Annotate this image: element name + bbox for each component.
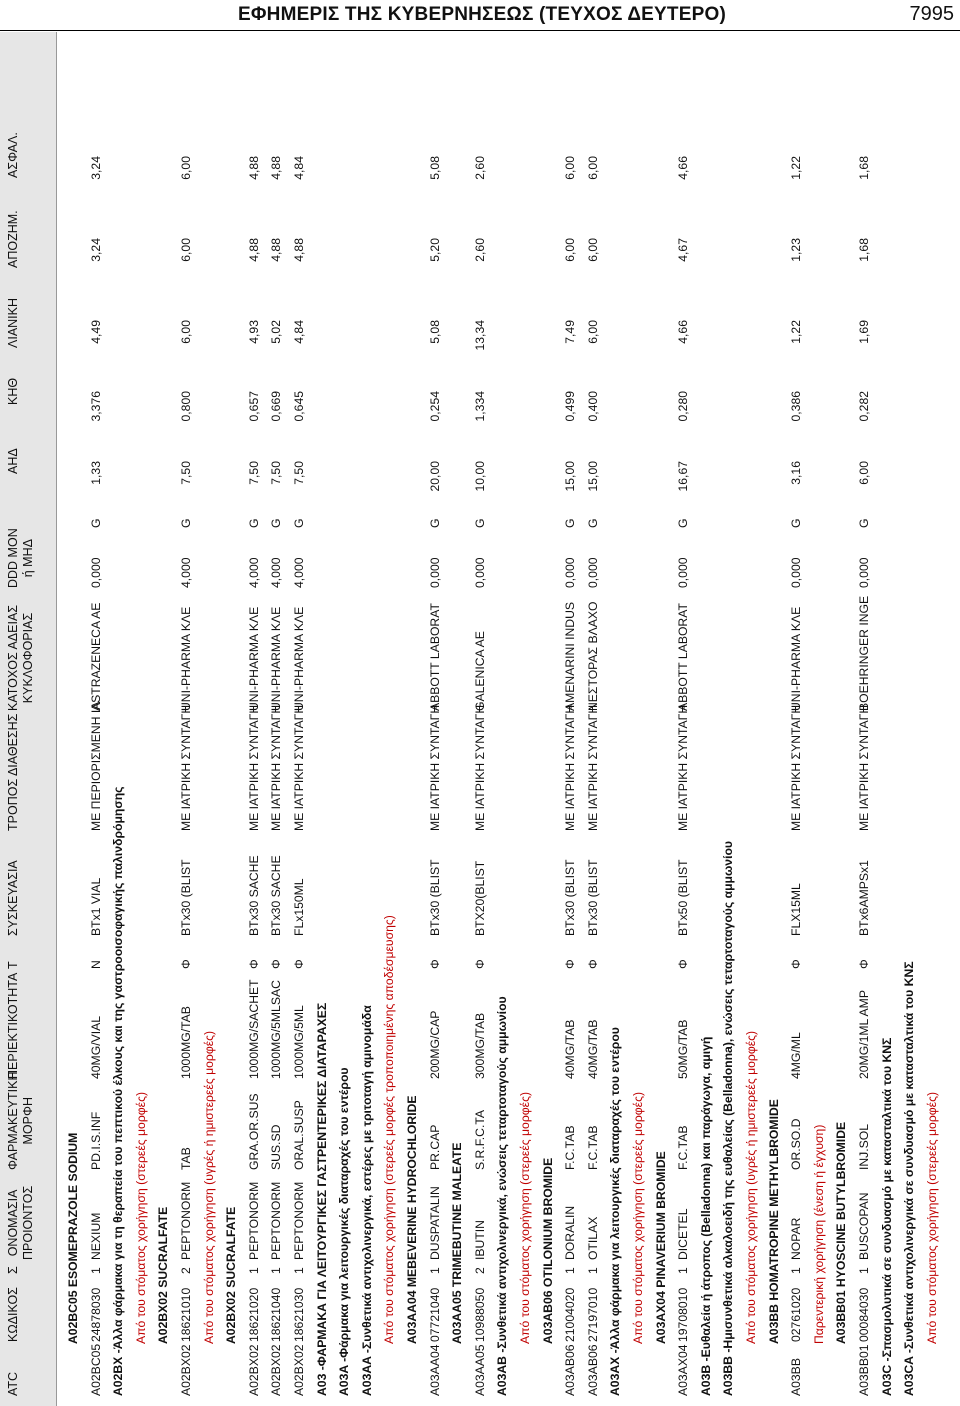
cell-code: 10988050 [472,1287,487,1342]
cell-pack: BTx30 SACHE [269,855,284,936]
cell-khth: 1,334 [472,391,487,422]
cell-mon: G [789,518,804,528]
cell-strength: 1000MG/5MLSAC [269,980,284,1079]
cell-reimb: 5,20 [427,238,442,262]
cell-name: NEXIUM [88,1212,103,1260]
group-text: A03AA05 TRIMEBUTINE MALEATE [450,1142,465,1344]
cell-name: NOPAR [789,1217,804,1260]
group-text: A03BB HOMATROPINE METHYLBROMIDE [766,1099,781,1344]
cell-atc: A02BX02 [246,1344,261,1396]
table-row [243,32,265,1406]
cell-retail: 1,69 [857,320,871,344]
col-name: ΟΝΟΜΑΣΙΑ ΠΡΟΙΟΝΤΟΣ [6,1185,35,1260]
cell-s: 1 [857,1267,871,1274]
group-text: A02BX02 SUCRALFATE [156,1206,171,1344]
cell-form: F.C.TAB [676,1125,691,1170]
cell-code: 18621030 [292,1287,306,1342]
col-strength: ΠΕΡΙΕΚΤΙΚΟΤΗΤΑ [6,972,20,1079]
cell-s: 1 [676,1267,691,1274]
cell-code: 27197010 [585,1287,600,1342]
cell-t: Φ [269,959,284,969]
cell-reimb: 4,88 [246,238,261,262]
category-heading [604,32,626,1406]
cell-retail: 4,93 [246,320,261,344]
cell-strength: 20MG/1ML AMP [857,990,871,1079]
cell-ahd: 7,50 [246,461,261,485]
category-heading [898,32,920,1406]
desc-text: A03A -Φάρμακα για λειτουργικές διαταραχές του εντέρου [337,1067,352,1396]
cell-ahd: 16,67 [676,461,691,492]
category-heading [695,32,717,1406]
cell-insurance: 1,22 [789,156,804,180]
cell-atc: A02BX02 [269,1344,284,1396]
cell-ahd: 7,50 [179,461,193,485]
cell-holder: UNI-PHARMA ΚΛΕ [179,606,193,711]
table-row [85,32,107,1406]
desc-text: A03CA -Συνθετικά αντιχολινεργικά σε συνδυασμό με κατασταλτικά του ΚΝΣ [902,961,917,1396]
cell-route: ΜΕ ΙΑΤΡΙΚΗ ΣΥΝΤΑΓΗ [563,704,578,831]
col-khth: ΚΗΘ [6,377,20,405]
desc-text: A03 -ΦΑΡΜΑΚΑ ΓΙΑ ΛΕΙΤΟΥΡΓΙΚΕΣ ΓΑΣΤΡΕΝΤΕΡΙΚΕΣ ΔΙΑΤΑΡΑΧΕΣ [314,1002,329,1396]
cell-code: 02761020 [789,1287,804,1342]
route-text: Από του στόματος χορήγηση (στερεές μορφές) [518,1091,532,1344]
cell-t: Φ [246,959,261,969]
cell-holder: UNI-PHARMA ΚΛΕ [269,606,284,711]
cell-route: ΜΕ ΙΑΤΡΙΚΗ ΣΥΝΤΑΓΗ [585,704,600,831]
cell-reimb: 6,00 [563,238,578,262]
route-text: Από του στόματος χορήγηση (στερεές μορφές) [133,1091,148,1344]
desc-text: A03AB -Συνθετικά αντιχολινεργικά, ενώσεις τεταρτοταγούς αμμωνίου [495,996,510,1396]
route-heading [514,32,536,1406]
table-row [559,32,581,1406]
col-retail: ΛΙΑΝΙΚΗ [6,297,20,348]
cell-form: ORAL.SUSP [292,1100,306,1170]
cell-route: ΜΕ ΠΕΡΙΟΡΙΣΜΕΝΗ ΙΑ [88,701,103,831]
cell-holder: AMENARINI INDUS [563,601,578,711]
substance-heading [446,32,468,1406]
group-text: A02BX02 SUCRALFATE [224,1206,239,1344]
group-text: A02BC05 ESOMEPRAZOLE SODIUM [66,1132,80,1344]
cell-khth: 0,669 [269,391,284,422]
table-row [582,32,604,1406]
table-row [265,32,287,1406]
col-ddd: DDD ΜΟΝ ή ΜΗΔ [6,528,35,588]
cell-insurance: 4,88 [269,156,284,180]
page-number: 7995 [909,3,954,25]
cell-ahd: 10,00 [472,461,487,492]
cell-s: 1 [88,1267,103,1274]
cell-t: Φ [563,959,578,969]
cell-name: PEPTONORM [179,1181,193,1260]
cell-strength: 40MG/TAB [585,1019,600,1079]
category-heading [333,32,355,1406]
cell-insurance: 6,00 [585,156,600,180]
cell-mon: G [563,518,578,528]
cell-t: Φ [292,959,306,969]
category-heading [717,32,739,1406]
cell-t: Φ [676,959,691,969]
cell-holder: ASTRAZENECA AE [88,602,103,711]
cell-mon: G [246,518,261,528]
cell-atc: A03AX04 [676,1344,691,1396]
cell-t: Φ [472,959,487,969]
cell-pack: BTx30 (BLIST [427,859,442,936]
cell-route: ΜΕ ΙΑΤΡΙΚΗ ΣΥΝΤΑΓΗ [246,704,261,831]
route-text: Από του στόματος χορήγηση (στερεές μορφές) [631,1091,645,1344]
cell-atc: A03AB06 [585,1344,600,1396]
cell-route: ΜΕ ΙΑΤΡΙΚΗ ΣΥΝΤΑΓΗ [427,704,442,831]
cell-route: ΜΕ ΙΑΤΡΙΚΗ ΣΥΝΤΑΓΗ [857,704,871,831]
col-pack: ΣΥΣΚΕΥΑΣΙΑ [6,860,20,936]
cell-ddd: 4,000 [269,557,284,588]
cell-khth: 0,645 [292,391,306,422]
cell-form: F.C.TAB [585,1125,600,1170]
group-text: A03AX04 PINAVERIUM BROMIDE [653,1151,668,1344]
cell-name: DUSPATALIN [427,1186,442,1260]
cell-insurance: 4,84 [292,156,306,180]
route-text: Από του στόματος χορήγηση (υγρές ή ημιστερεές μορφές) [201,1030,216,1344]
cell-name: PEPTONORM [246,1181,261,1260]
cell-form: S.R.F.C.TA [472,1109,487,1170]
cell-ahd: 15,00 [585,461,600,492]
table-row [469,32,491,1406]
cell-form: OR.SO.D [789,1118,804,1170]
cell-atc: A03AB06 [563,1344,578,1396]
category-heading [876,32,898,1406]
route-heading [740,32,762,1406]
desc-text: A03BB -Ημισυνθετικά αλκαλοειδή της ευθαλείας (Belladonna), ενώσεις τεταρτοταγούς αμμωνίου [721,841,736,1396]
page-header [0,0,960,32]
cell-atc: A03AA04 [427,1344,442,1396]
cell-ahd: 3,16 [789,461,804,485]
cell-code: 18621010 [179,1287,193,1342]
cell-strength: 50MG/TAB [676,1019,691,1079]
cell-ddd: 0,000 [857,557,871,588]
cell-name: DORALIN [563,1205,578,1260]
cell-holder: ΝΕΣΤΟΡΑΣ ΒΛΑΧΟ [585,601,600,711]
cell-code: 21004020 [563,1287,578,1342]
cell-form: GRA.OR.SUS [246,1093,261,1170]
substance-heading [62,32,84,1406]
cell-name: PEPTONORM [269,1181,284,1260]
cell-s: 1 [246,1267,261,1274]
substance-heading [830,32,852,1406]
table-row [672,32,694,1406]
cell-strength: 1000MG/5ML [292,1005,306,1079]
cell-atc: A02BC05 [88,1343,103,1396]
cell-code: 18621040 [269,1287,284,1342]
table-row [424,32,446,1406]
cell-holder: UNI-PHARMA ΚΛΕ [246,606,261,711]
cell-retail: 4,66 [676,320,691,344]
cell-insurance: 4,66 [676,156,691,180]
cell-name: BUSCOPAN [857,1192,871,1260]
cell-form: F.C.TAB [563,1125,578,1170]
cell-khth: 0,800 [179,391,193,422]
cell-pack: FLX15ML [789,883,804,936]
cell-pack: FLx150ML [292,878,306,936]
col-form: ΦΑΡΜΑΚΕΥΤΙΚΗ ΜΟΡΦΗ [6,1071,35,1170]
cell-insurance: 5,08 [427,156,442,180]
cell-pack: BTx6AMPSx1 [857,860,871,936]
cell-route: ΜΕ ΙΑΤΡΙΚΗ ΣΥΝΤΑΓΗ [269,704,284,831]
col-s: Σ [6,1266,20,1274]
cell-code: 00084030 [857,1287,871,1342]
route-heading [130,32,152,1406]
cell-route: ΜΕ ΙΑΤΡΙΚΗ ΣΥΝΤΑΓΗ [789,704,804,831]
route-text: Από του στόματος χορήγηση (στερεές μορφές) [924,1091,939,1344]
route-heading [921,32,943,1406]
cell-atc: A02BX02 [292,1344,306,1396]
cell-retail: 5,02 [269,320,284,344]
cell-insurance: 4,88 [246,156,261,180]
cell-ahd: 7,50 [269,461,284,485]
cell-pack: BTx30 (BLIST [179,859,193,936]
route-text: Παρεντερική χορήγηση (ένεση ή έγχυση) [811,1124,826,1344]
substance-heading [152,32,174,1406]
cell-reimb: 4,67 [676,238,691,262]
category-heading [311,32,333,1406]
cell-t: Φ [585,959,600,969]
cell-code: 19708010 [676,1287,691,1342]
cell-pack: BTx30 SACHE [246,855,261,936]
cell-khth: 0,282 [857,391,871,422]
cell-mon: G [88,518,103,528]
cell-code: 24878030 [88,1287,103,1342]
cell-holder: GALENICA AE [472,631,487,711]
cell-form: TAB [179,1147,193,1170]
desc-text: A03AA -Συνθετικά αντιχολινεργικά, εστέρες με τριτοταγή αμινομάδα [359,1005,374,1396]
cell-khth: 0,400 [585,391,600,422]
cell-insurance: 6,00 [563,156,578,180]
cell-strength: 40MG/TAB [563,1019,578,1079]
cell-khth: 0,499 [563,391,578,422]
cell-name: OTILAX [585,1216,600,1260]
cell-s: 1 [292,1267,306,1274]
col-atc: ATC [6,1371,20,1396]
cell-strength: 300MG/TAB [472,1012,487,1079]
cell-ddd: 0,000 [676,557,691,588]
cell-ahd: 1,33 [88,461,103,485]
cell-holder: ABBOTT LABORAT [427,603,442,711]
cell-retail: 5,08 [427,320,442,344]
cell-holder: ABBOTT LABORAT [676,603,691,711]
cell-strength: 200MG/CAP [427,1010,442,1079]
group-text: A03AA04 MEBEVERINE HYDROCHLORIDE [405,1095,419,1344]
gazette-title: ΕΦΗΜΕΡΙΣ ΤΗΣ ΚΥΒΕΡΝΗΣΕΩΣ (ΤΕΥΧΟΣ ΔΕΥΤΕΡΟ) [238,4,726,25]
substance-heading [220,32,242,1406]
cell-retail: 4,84 [292,320,306,344]
cell-pack: BTx50 (BLIST [676,859,691,936]
cell-t: Φ [857,959,871,969]
cell-s: 2 [179,1267,193,1274]
cell-reimb: 4,88 [292,238,306,262]
cell-retail: 7,49 [563,320,578,344]
category-heading [107,32,129,1406]
cell-retail: 4,49 [88,320,103,344]
route-heading [808,32,830,1406]
cell-mon: G [472,518,487,528]
cell-reimb: 6,00 [585,238,600,262]
cell-mon: G [857,518,871,528]
table-row [288,32,310,1406]
table-row [785,32,807,1406]
cell-ahd: 7,50 [292,461,306,485]
header-rule [0,30,960,31]
substance-heading [650,32,672,1406]
cell-khth: 0,254 [427,391,442,422]
category-heading [356,32,378,1406]
cell-reimb: 3,24 [88,238,103,262]
cell-holder: UNI-PHARMA ΚΛΕ [789,606,804,711]
cell-insurance: 3,24 [88,156,103,180]
route-heading [627,32,649,1406]
cell-holder: BOEHRINGER INGE [857,595,871,711]
cell-ahd: 20,00 [427,461,442,492]
cell-s: 1 [269,1267,284,1274]
cell-retail: 1,22 [789,320,804,344]
cell-mon: G [427,518,442,528]
cell-name: DICETEL [676,1208,691,1260]
cell-route: ΜΕ ΙΑΤΡΙΚΗ ΣΥΝΤΑΓΗ [472,704,487,831]
substance-heading [401,32,423,1406]
route-text: Από του στόματος χορήγηση (υγρές ή ημιστερεές μορφές) [744,1030,758,1344]
cell-reimb: 4,88 [269,238,284,262]
col-holder: ΚΑΤΟΧΟΣ ΑΔΕΙΑΣ ΚΥΚΛΟΦΟΡΙΑΣ [6,604,35,711]
cell-t: Φ [427,959,442,969]
substance-heading [537,32,559,1406]
cell-strength: 1000MG/SACHET [246,979,261,1079]
table-row [175,32,197,1406]
cell-strength: 1000MG/TAB [179,1006,193,1079]
cell-name: PEPTONORM [292,1181,306,1260]
col-insurance: ΑΣΦΑΛ. [6,132,20,178]
cell-t: Φ [789,959,804,969]
cell-s: 1 [427,1267,442,1274]
cell-retail: 13,34 [472,320,487,351]
cell-insurance: 1,68 [857,156,871,180]
cell-ddd: 0,000 [789,557,804,588]
cell-ddd: 0,000 [585,557,600,588]
cell-pack: BTx1 VIAL [88,877,103,936]
cell-ddd: 4,000 [179,557,193,588]
cell-atc: A02BX02 [179,1344,193,1396]
cell-s: 1 [789,1267,804,1274]
group-text: A03AB06 OTILONIUM BROMIDE [540,1157,555,1344]
cell-name: IBUTIN [472,1220,487,1260]
cell-retail: 6,00 [585,320,600,344]
cell-s: 1 [585,1267,600,1274]
cell-ddd: 0,000 [472,557,487,588]
cell-reimb: 6,00 [179,238,193,262]
cell-s: 1 [563,1267,578,1274]
cell-ddd: 4,000 [246,557,261,588]
cell-mon: G [269,518,284,528]
cell-mon: G [292,518,306,528]
cell-khth: 0,386 [789,391,804,422]
cell-form: SUS.SD [269,1124,284,1170]
cell-mon: G [585,518,600,528]
cell-reimb: 1,68 [857,238,871,262]
cell-mon: G [179,518,193,528]
cell-reimb: 1,23 [789,238,804,262]
rotated-table [0,32,960,1406]
col-reimb: ΑΠΟΖΗΜ. [6,210,20,268]
cell-ahd: 6,00 [857,461,871,485]
route-heading [198,32,220,1406]
cell-form: PD.I.S.INF [88,1111,103,1170]
cell-atc: A03BB [789,1358,804,1396]
desc-text: A03AX -Άλλα φάρμακα για λειτουργικές διαταραχές του εντέρου [608,1027,623,1396]
cell-strength: 40MG/VIAL [88,1016,103,1079]
column-header-row [0,32,57,1406]
cell-route: ΜΕ ΙΑΤΡΙΚΗ ΣΥΝΤΑΓΗ [179,704,193,831]
desc-text: A03B -Ευθαλεία ή άτροπος (Belladonna) και παράγωγα, αμιγή [698,1036,713,1396]
col-t: Τ [6,961,20,969]
cell-ahd: 15,00 [563,461,578,492]
cell-form: PR.CAP [427,1124,442,1170]
table-row [853,32,875,1406]
desc-text: A03C -Σπασμολυτικά σε συνδυασμό με κατασταλτικά του ΚΝΣ [879,1037,894,1396]
cell-insurance: 2,60 [472,156,487,180]
cell-route: ΜΕ ΙΑΤΡΙΚΗ ΣΥΝΤΑΓΗ [292,704,306,831]
cell-ddd: 4,000 [292,557,306,588]
cell-pack: BTx30 (BLIST [585,859,600,936]
cell-ddd: 0,000 [427,557,442,588]
cell-khth: 3,376 [88,391,103,422]
cell-reimb: 2,60 [472,238,487,262]
cell-pack: BTX20(BLIST [472,860,487,936]
col-route: ΤΡΟΠΟΣ ΔΙΑΘΕΣΗΣ [6,713,20,831]
col-ahd: ΑΗΔ [6,448,20,474]
route-heading [378,32,400,1406]
cell-t: Φ [179,959,193,969]
cell-mon: G [676,518,691,528]
cell-retail: 6,00 [179,320,193,344]
cell-insurance: 6,00 [179,156,193,180]
cell-atc: A03BB01 [857,1344,871,1396]
category-heading [491,32,513,1406]
desc-text: A02BX -Άλλα φάρμακα για τη θεραπεία του πεπτικού έλκους και της γαστροοισοφαγικής παλινδρόμησης [111,786,126,1396]
cell-khth: 0,280 [676,391,691,422]
cell-form: INJ.SOL [857,1123,871,1170]
cell-ddd: 0,000 [88,557,103,588]
cell-s: 2 [472,1267,487,1274]
cell-holder: UNI-PHARMA ΚΛΕ [292,606,306,711]
group-text: A03BB01 HYOSCINE BUTYLBROMIDE [834,1121,849,1344]
col-code: ΚΩΔΙΚΟΣ [6,1287,20,1342]
cell-khth: 0,657 [246,391,261,422]
cell-code: 18621020 [246,1287,261,1342]
cell-t: N [88,960,103,969]
substance-heading [763,32,785,1406]
cell-code: 07721040 [427,1287,442,1342]
drug-price-table [0,32,960,1406]
cell-strength: 4MG/ML [789,1032,804,1079]
cell-route: ΜΕ ΙΑΤΡΙΚΗ ΣΥΝΤΑΓΗ [676,704,691,831]
route-text: Από του στόματος χορήγηση (στερεές μορφές τροποποιημένης αποδέσμευσης) [382,915,397,1344]
cell-atc: A03AA05 [472,1344,487,1396]
cell-ddd: 0,000 [563,557,578,588]
cell-pack: BTx30 (BLIST [563,859,578,936]
